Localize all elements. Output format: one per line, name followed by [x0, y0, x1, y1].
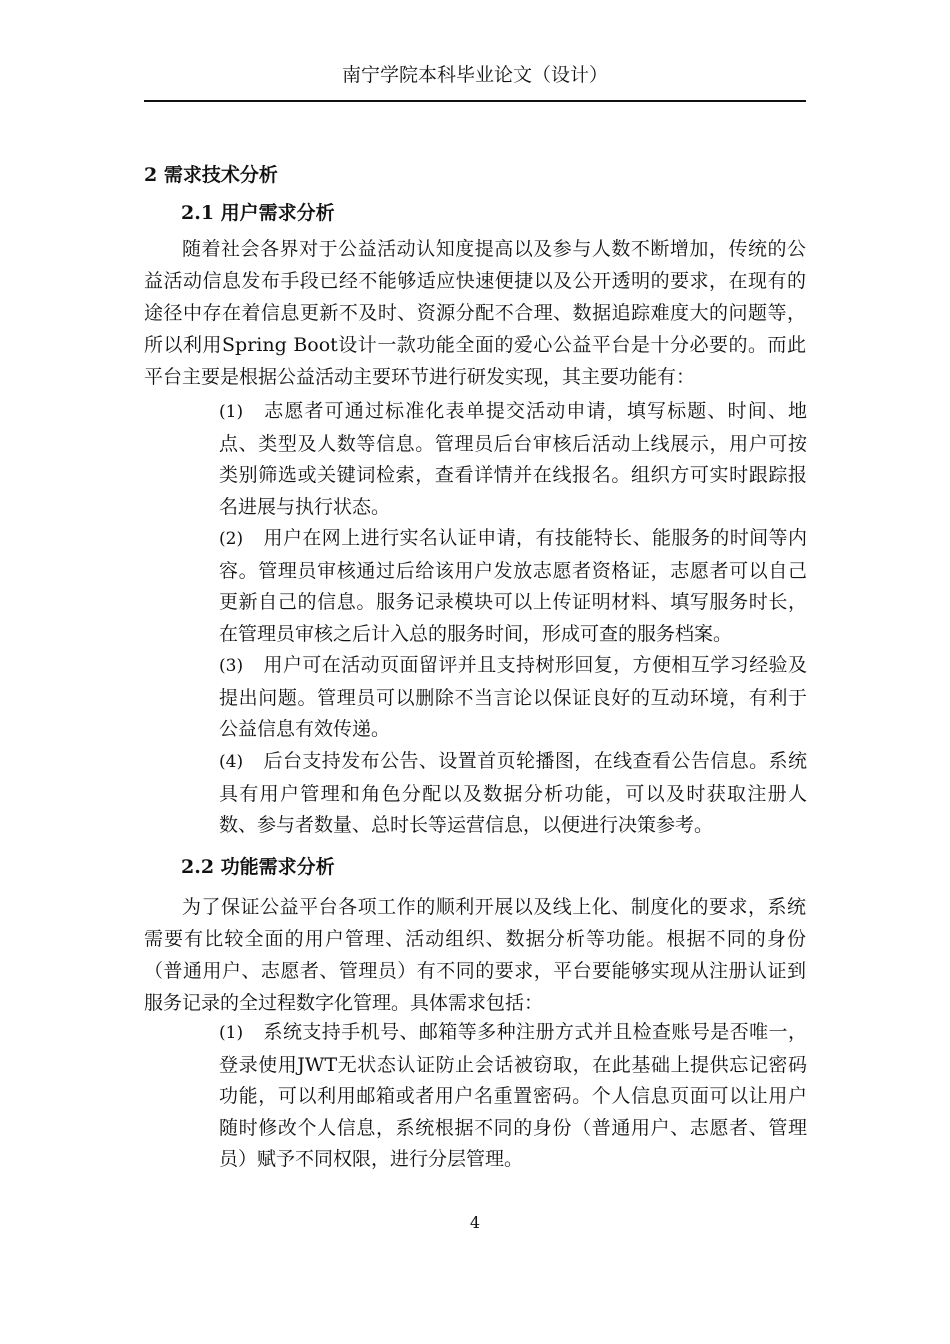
list-item — [219, 746, 807, 842]
page-number: 4 — [469, 1213, 481, 1232]
list-item — [219, 650, 807, 746]
list-item-number: (1) — [219, 1023, 244, 1043]
list-item-text: 用户可在活动页面留评并且支持树形回复，方便相互学习经验及提出问题。管理员可以删除不当言论以保证良好的互动环境，有利于公益信息有效传递。 — [219, 654, 807, 740]
subsection-heading-2-2: 2.2 功能需求分析 — [181, 856, 335, 878]
list-item-text: 后台支持发布公告、设置首页轮播图，在线查看公告信息。系统具有用户管理和角色分配以及数据分析功能，可以及时获取注册人数、参与者数量、总时长等运营信息，以便进行决策参考。 — [219, 750, 807, 836]
list-item-number: (4) — [219, 752, 244, 772]
section-heading: 2 需求技术分析 — [144, 164, 278, 186]
paragraph-functional-requirements-intro: 为了保证公益平台各项工作的顺利开展以及线上化、制度化的要求，系统需要有比较全面的用户管理、活动组织、数据分析等功能。根据不同的身份（普通用户、志愿者、管理员）有不同的要求，平台要能够实现从注册认证到服务记录的全过程数字化管理。具体需求包括： — [144, 896, 806, 1014]
list-item — [219, 523, 807, 650]
list-item — [219, 1017, 807, 1176]
running-header: 南宁学院本科毕业论文（设计） — [341, 64, 608, 86]
paragraph-user-requirements-intro: 随着社会各界对于公益活动认知度提高以及参与人数不断增加，传统的公益活动信息发布手段已经不能够适应快速便捷以及公开透明的要求，在现有的途径中存在着信息更新不及时、资源分配不合理、数据追踪难度大的问题等，所以利用Spring Boot设计一款功能全面的爱心公益平台是十分必要的。而此平台主要是根据公益活动主要环节进行研发实现，其主要功能有： — [144, 238, 806, 388]
list-item-text: 志愿者可通过标准化表单提交活动申请，填写标题、时间、地点、类型及人数等信息。管理员后台审核后活动上线展示，用户可按类别筛选或关键词检索，查看详情并在线报名。组织方可实时跟踪报名进展与执行状态。 — [219, 400, 807, 518]
list-item — [219, 396, 807, 523]
list-item-number: (2) — [219, 529, 244, 549]
list-item-text: 用户在网上进行实名认证申请，有技能特长、能服务的时间等内容。管理员审核通过后给该用户发放志愿者资格证，志愿者可以自己更新自己的信息。服务记录模块可以上传证明材料、填写服务时长，在管理员审核之后计入总的服务时间，形成可查的服务档案。 — [219, 527, 807, 645]
list-item-number: (1) — [219, 402, 244, 422]
list-item-number: (3) — [219, 656, 244, 676]
list-item-text: 系统支持手机号、邮箱等多种注册方式并且检查账号是否唯一，登录使用JWT无状态认证防止会话被窃取，在此基础上提供忘记密码功能，可以利用邮箱或者用户名重置密码。个人信息页面可以让用户随时修改个人信息，系统根据不同的身份（普通用户、志愿者、管理员）赋予不同权限，进行分层管理。 — [219, 1021, 807, 1170]
subsection-heading-2-1: 2.1 用户需求分析 — [181, 202, 335, 224]
header-rule — [144, 100, 806, 102]
